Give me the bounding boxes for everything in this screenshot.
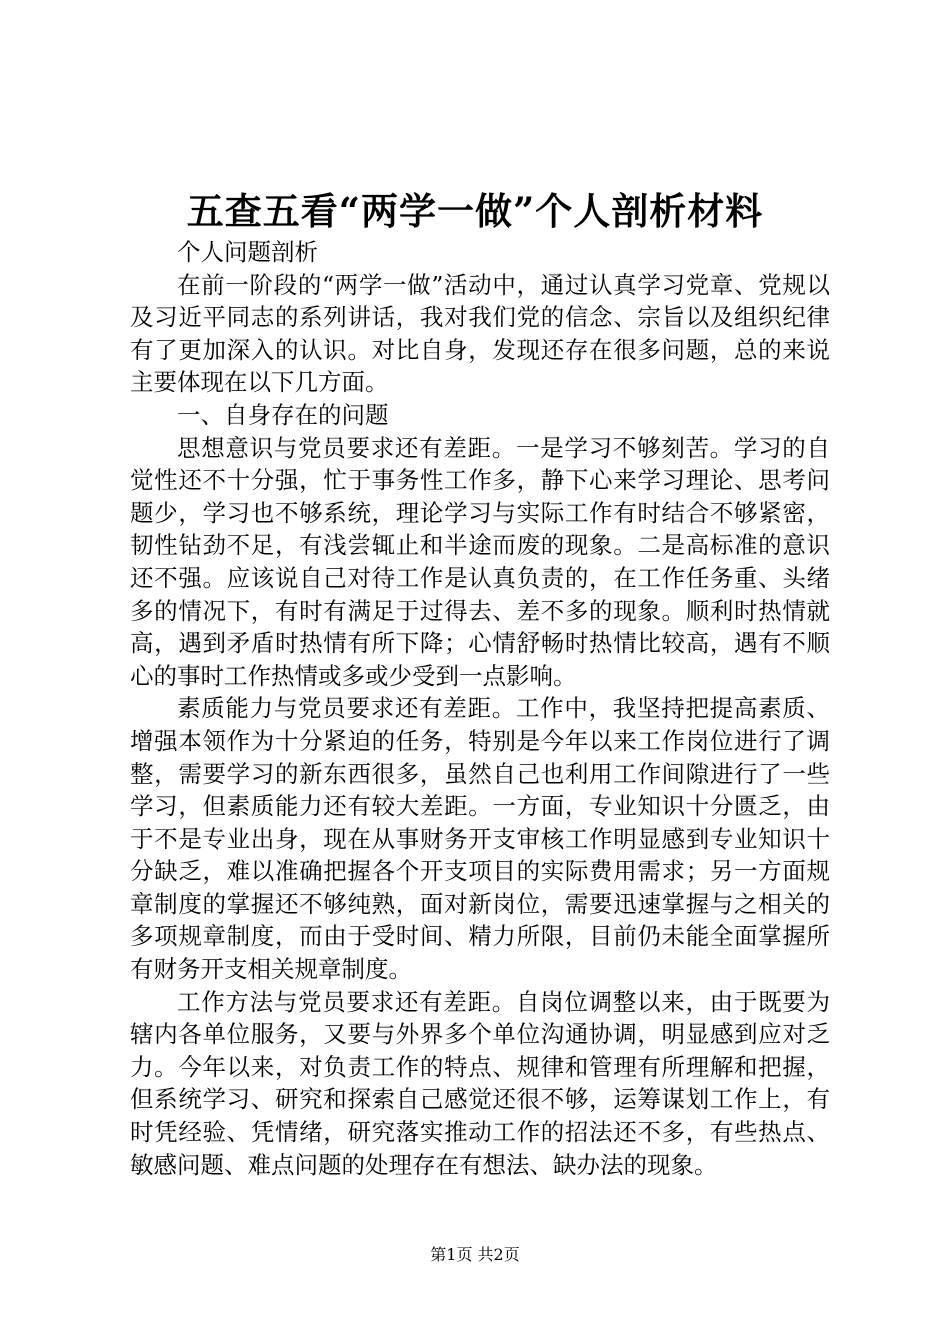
paragraph-thought-awareness: 思想意识与党员要求还有差距。一是学习不够刻苦。学习的自觉性还不十分强，忙于事务性工作多，静下心来学习理论、思考问题少，学习也不够系统，理论学习与实际工作有时结合不够紧密，韧性钻劲不足，有浅尝辄止和半途而废的现象。二是高标准的意识还不强。应该说自己对待工作是认真负责的，在工作任务重、头绪多的情况下，有时有满足于过得去、差不多的现象。顺利时热情就高，遇到矛盾时热情有所下降；心情舒畅时热情比较高，遇有不顺心的事时工作热情或多或少受到一点影响。 — [130, 433, 830, 690]
paragraph-quality-ability: 素质能力与党员要求还有差距。工作中，我坚持把提高素质、增强本领作为十分紧迫的任务，特别是今年以来工作岗位进行了调整，需要学习的新东西很多，虽然自己也利用工作间隙进行了一些学习，但素质能力还有较大差距。一方面，专业知识十分匮乏，由于不是专业出身，现在从事财务开支审核工作明显感到专业知识十分缺乏，难以准确把握各个开支项目的实际费用需求；另一方面规章制度的掌握还不够纯熟，面对新岗位，需要迅速掌握与之相关的多项规章制度，而由于受时间、精力所限，目前仍未能全面掌握所有财务开支相关规章制度。 — [130, 694, 830, 984]
paragraph-work-method: 工作方法与党员要求还有差距。自岗位调整以来，由于既要为辖内各单位服务，又要与外界多个单位沟通协调，明显感到应对乏力。今年以来，对负责工作的特点、规律和管理有所理解和把握，但系统学习、研究和探索自己感觉还很不够，运筹谋划工作上，有时凭经验、凭情绪，研究落实推动工作的招法还不多，有些热点、敏感问题、难点问题的处理存在有想法、缺办法的现象。 — [130, 987, 830, 1179]
document-body — [130, 236, 830, 1181]
paragraph-intro: 在前一阶段的“两学一做”活动中，通过认真学习党章、党规以及习近平同志的系列讲话，我对我们党的信念、宗旨以及组织纪律有了更加深入的认识。对比自身，发现还存在很多问题，总的来说主要体现在以下几方面。 — [130, 270, 830, 397]
document-title: 五查五看“两学一做”个人剖析材料 — [186, 189, 764, 233]
section-heading-problems: 一、自身存在的问题 — [177, 400, 389, 429]
page-number: 第1页 共2页 — [430, 1245, 520, 1264]
section-heading-personal-analysis: 个人问题剖析 — [177, 238, 318, 266]
